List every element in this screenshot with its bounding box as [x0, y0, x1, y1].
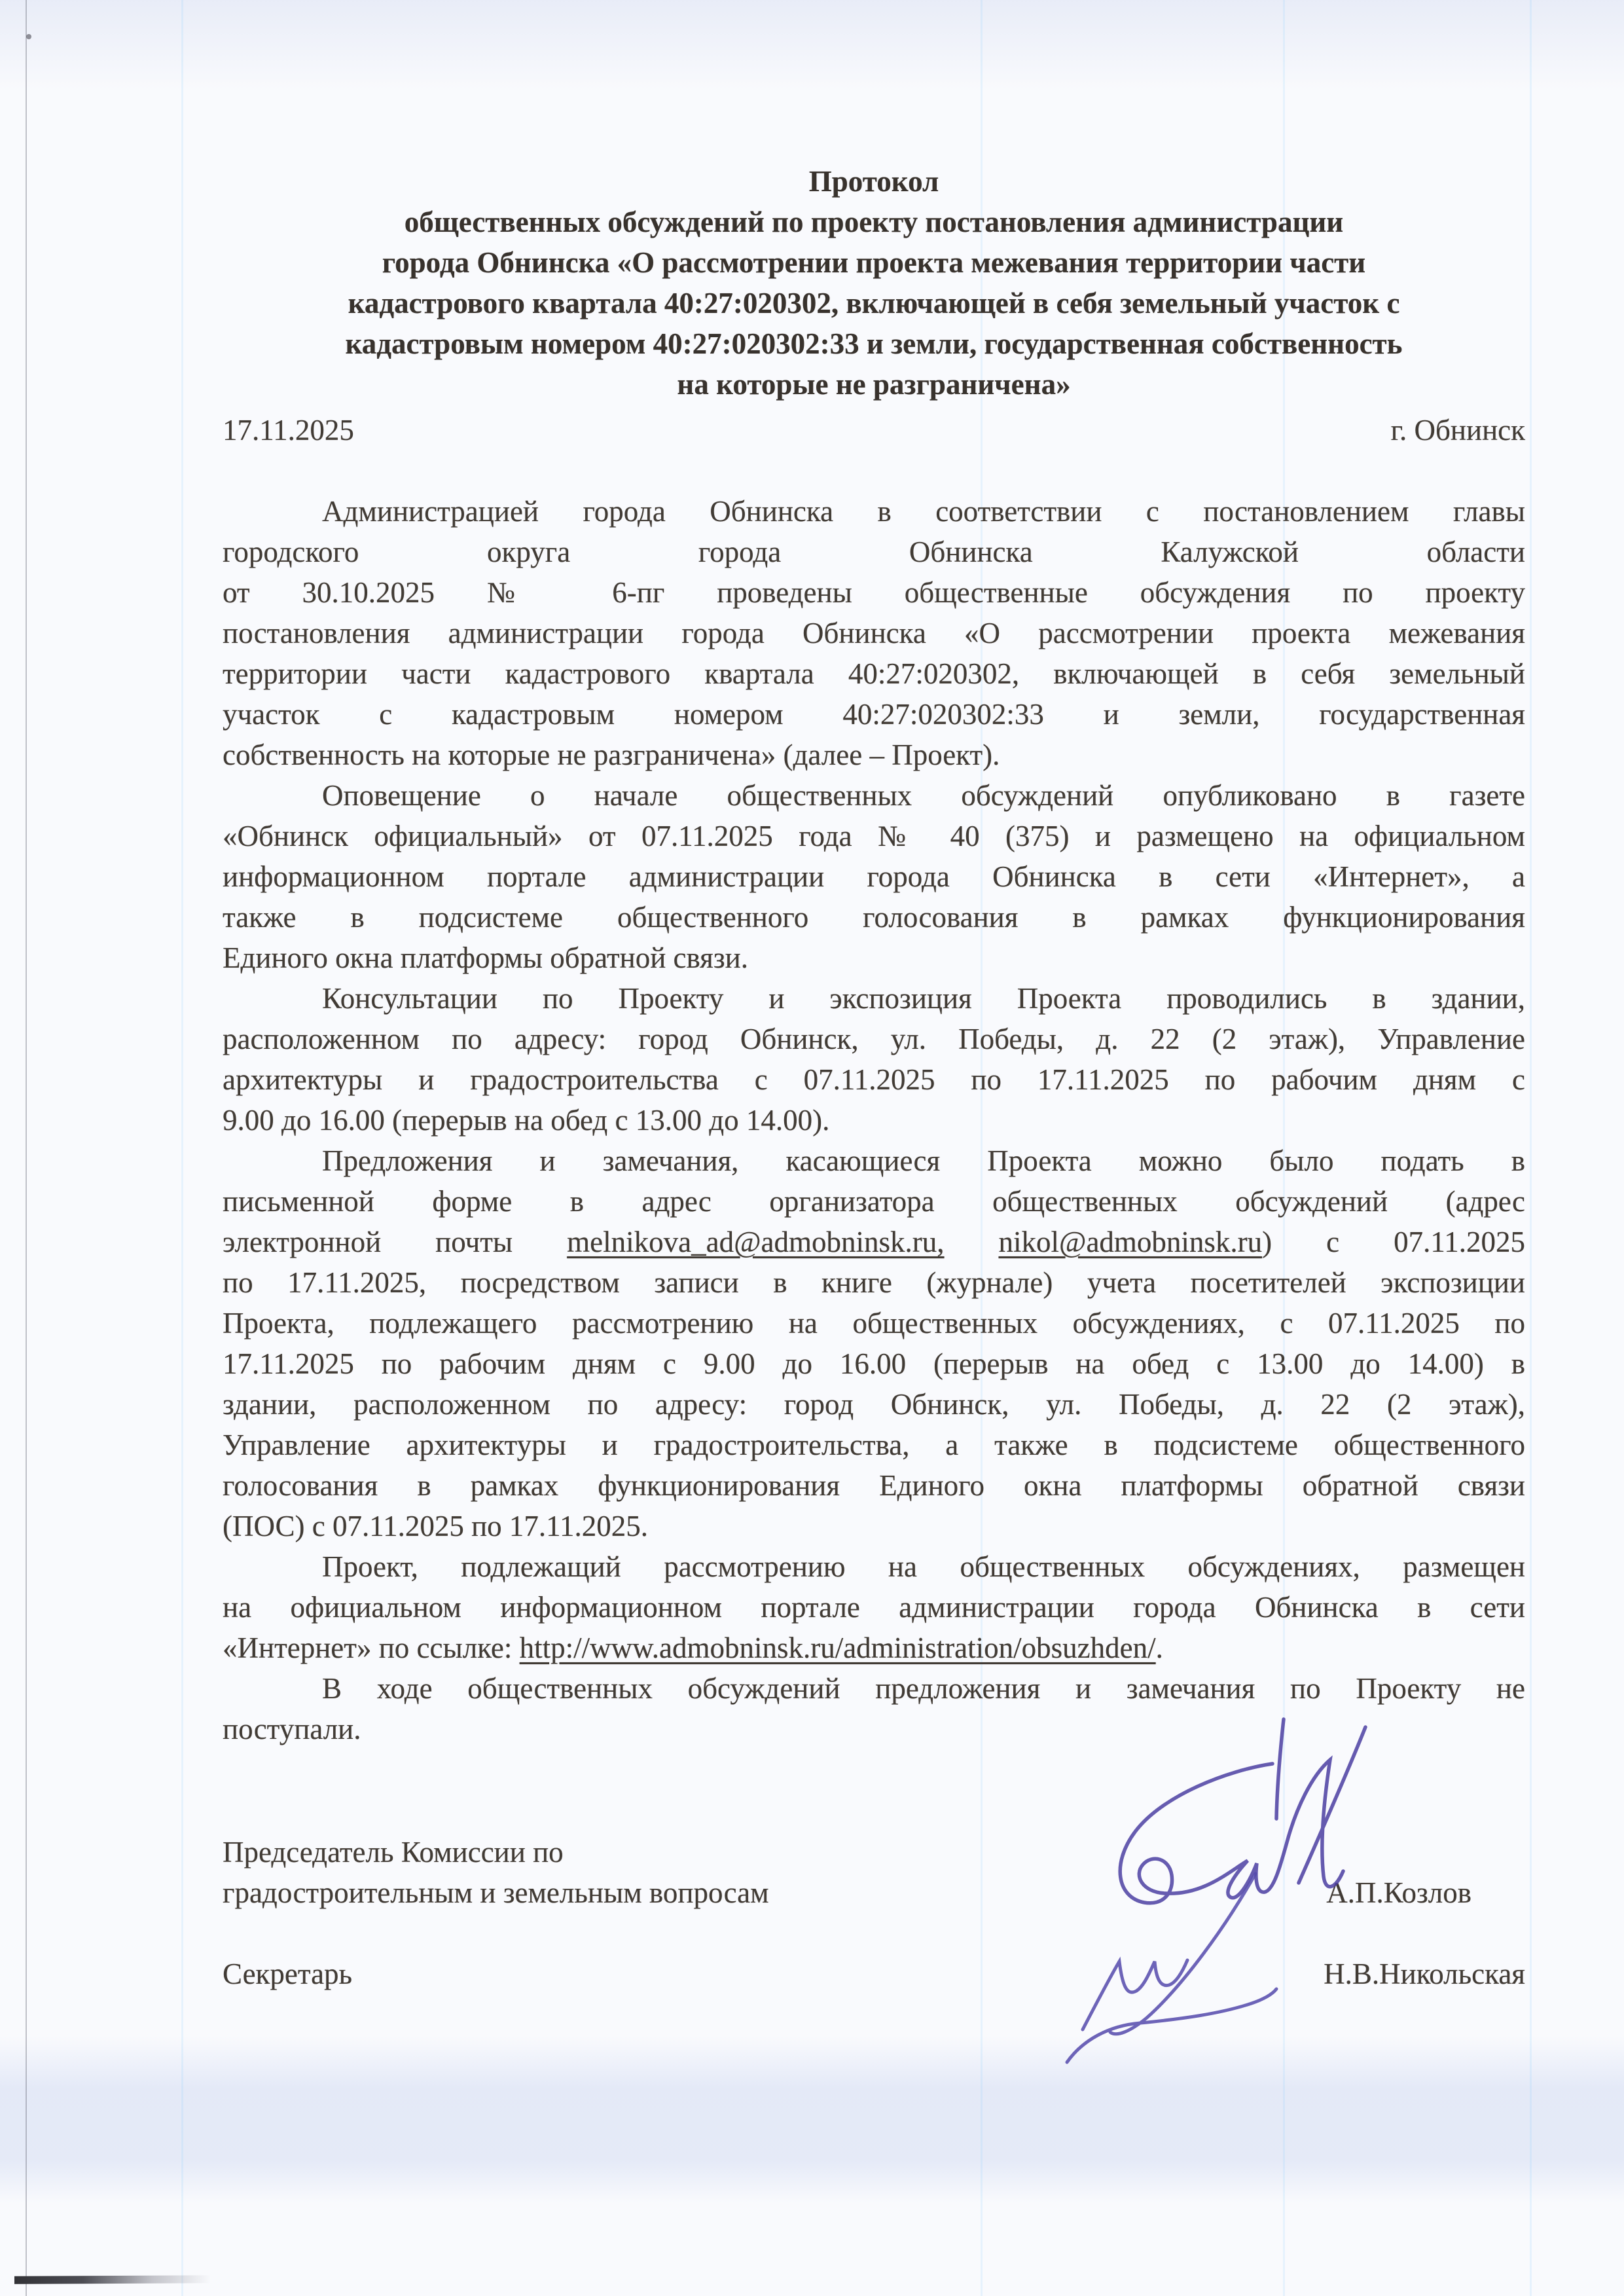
text-line: градостроительным и земельным вопросам	[223, 1876, 769, 1909]
text-line: Администрацией города Обнинска в соответствии с постановлением главы	[322, 495, 1525, 528]
text-line: здании, расположенном по адресу: город Обнинск, ул. Победы, д. 22 (2 этаж),	[223, 1388, 1525, 1421]
text-line: кадастрового квартала 40:27:020302, включающей в себя земельный участок с	[348, 287, 1400, 319]
signature-row-secretary	[223, 1954, 1525, 1994]
text-line: поступали.	[223, 1713, 361, 1745]
text-line: Управление архитектуры и градостроительства, а также в подсистеме общественного	[223, 1429, 1525, 1461]
document-title	[223, 161, 1525, 405]
text-line: Оповещение о начале общественных обсуждений опубликовано в газете	[322, 779, 1525, 812]
text-line: информационном портале администрации города Обнинска в сети «Интернет», а	[223, 860, 1525, 893]
date-city-line	[223, 410, 1525, 450]
text-line: (ПОС) с 07.11.2025 по 17.11.2025.	[223, 1510, 648, 1542]
text-line: собственность на которые не разграничена» (далее – Проект).	[223, 738, 1000, 771]
text-line: Проекта, подлежащего рассмотрению на общественных обсуждениях, с 07.11.2025 по	[223, 1307, 1525, 1339]
text-line: общественных обсуждений по проекту постановления администрации	[404, 206, 1344, 238]
text-line: письменной форме в адрес организатора общественных обсуждений (адрес	[223, 1185, 1525, 1218]
text-line: также в подсистеме общественного голосования в рамках функционирования	[223, 901, 1525, 934]
text-line: участок с кадастровым номером 40:27:020302:33 и земли, государственная	[223, 698, 1525, 731]
text-line: территории части кадастрового квартала 40:27:020302, включающей в себя земельный	[223, 657, 1525, 690]
document-date: 17.11.2025	[223, 414, 354, 446]
link-text: nikol@admobninsk.ru	[998, 1226, 1263, 1258]
paragraph-with-emails	[223, 1140, 1525, 1546]
text-line: Председатель Комиссии по	[223, 1836, 564, 1868]
signature-row-chairman	[223, 1832, 1525, 1913]
signatory-name: Н.В.Никольская	[1324, 1958, 1525, 1990]
paragraph-with-url	[223, 1546, 1525, 1668]
text-line: голосования в рамках функционирования Единого окна платформы обратной связи	[223, 1469, 1525, 1502]
text-line: Проект, подлежащий рассмотрению на общественных обсуждениях, размещен	[322, 1550, 1525, 1583]
signatory-name: А.П.Козлов	[1326, 1876, 1471, 1909]
text-line: Протокол	[808, 165, 939, 198]
link-text: melnikova_ad@admobninsk.ru,	[567, 1226, 945, 1258]
text-line: от 30.10.2025 № 6-пг проведены общественные обсуждения по проекту	[223, 576, 1525, 609]
text-line: 9.00 до 16.00 (перерыв на обед с 13.00 до 14.00).	[223, 1104, 830, 1137]
scan-bottom-mark	[14, 2275, 211, 2284]
text-line: постановления администрации города Обнинска «О рассмотрении проекта межевания	[223, 617, 1525, 649]
text-line: кадастровым номером 40:27:020302:33 и земли, государственная собственность	[345, 327, 1403, 360]
text-line: Единого окна платформы обратной связи.	[223, 941, 748, 974]
text-line: расположенном по адресу: город Обнинск, ул. Победы, д. 22 (2 этаж), Управление	[223, 1023, 1525, 1055]
text-line: 17.11.2025 по рабочим дням с 9.00 до 16.00 (перерыв на обед с 13.00 до 14.00) в	[223, 1347, 1525, 1380]
text-line: на официальном информационном портале администрации города Обнинска в сети	[223, 1591, 1525, 1624]
text-line: на которые не разграничена»	[677, 368, 1071, 401]
signatory-position	[223, 1954, 352, 1994]
text-line: городского округа города Обнинска Калужской области	[223, 536, 1525, 568]
text-line: В ходе общественных обсуждений предложения и замечания по Проекту не	[322, 1672, 1525, 1705]
text-line: электронной почты melnikova_ad@admobninsk.ru, nikol@admobninsk.ru) с 07.11.2025	[223, 1226, 1525, 1258]
text-line: по 17.11.2025, посредством записи в книге (журнале) учета посетителей экспозиции	[223, 1266, 1525, 1299]
text-line: архитектуры и градостроительства с 07.11.2025 по 17.11.2025 по рабочим дням с	[223, 1063, 1525, 1096]
paragraph	[223, 775, 1525, 978]
paragraph	[223, 978, 1525, 1140]
text-line: Консультации по Проекту и экспозиция Проекта проводились в здании,	[322, 982, 1525, 1015]
text-line: города Обнинска «О рассмотрении проекта межевания территории части	[382, 246, 1366, 279]
text-line: Предложения и замечания, касающиеся Проекта можно было подать в	[322, 1144, 1525, 1177]
signatory-position	[223, 1832, 769, 1913]
paragraph	[223, 491, 1525, 775]
paragraph	[223, 1668, 1525, 1749]
text-line: «Интернет» по ссылке: http://www.admobninsk.ru/administration/obsuzhden/.	[223, 1631, 1163, 1664]
text-line: Секретарь	[223, 1958, 353, 1990]
text-line: «Обнинск официальный» от 07.11.2025 года № 40 (375) и размещено на официальном	[223, 820, 1525, 852]
document-city: г. Обнинск	[1390, 414, 1525, 446]
link-text: http://www.admobninsk.ru/administration/obsuzhden/	[519, 1631, 1156, 1664]
